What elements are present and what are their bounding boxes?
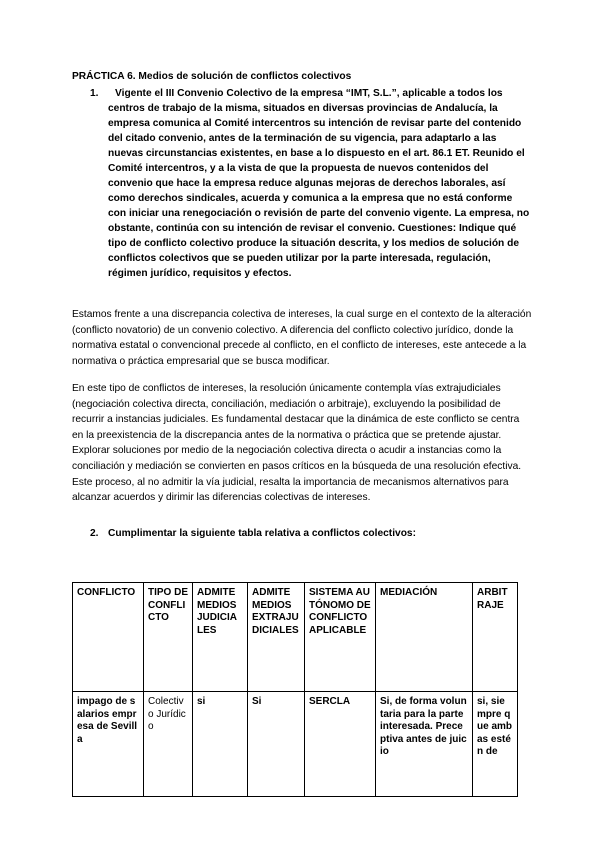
question-2-number: 2. [90,528,99,539]
table-row [73,692,518,797]
practice-title: PRÁCTICA 6. Medios de solución de conflictos colectivos [72,71,352,82]
table-cell: Si, de forma voluntaria para la parte interesada. Preceptiva antes de juicio [376,692,473,797]
table-cell: Colectivo Jurídico [144,692,193,797]
question-1 [72,86,532,281]
table-header-cell: ADMITE MEDIOS JUDICIALES [193,583,248,692]
table-header-row [73,583,518,692]
conflicts-table [72,582,518,797]
table-header-cell: CONFLICTO [73,583,144,692]
table-cell: Si [248,692,305,797]
table-header-cell: MEDIACIÓN [376,583,473,692]
table-header-cell: ADMITE MEDIOS EXTRAJUDICIALES [248,583,305,692]
table-header-cell: ARBITRAJE [473,583,518,692]
table-cell: impago de salarios empresa de Sevilla [73,692,144,797]
answer-paragraph-2: En este tipo de conflictos de intereses, la resolución únicamente contempla vías extrajudiciales (negociación colectiva directa, conciliación, mediación o arbitraje), excluyendo la posibilidad de recurrir a instancias judiciales. Es fundamental destacar que la dinámica de este conflicto se centra en la preexistencia de la discrepancia antes de la normativa o práctica que se pretende ajustar. Explorar soluciones por medio de la negociación colectiva directa o acudir a instancias como la conciliación y mediación se convierten en pasos críticos en la búsqueda de una resolución efectiva. Este proceso, al no admitir la vía judicial, resalta la importancia de mecanismos alternativos para alcanzar acuerdos y dirimir las diferencias colectivas de intereses. [72,383,522,504]
table-header-cell: TIPO DE CONFLICTO [144,583,193,692]
table-cell: si [193,692,248,797]
table-cell: SERCLA [305,692,376,797]
answer-paragraph-1: Estamos frente a una discrepancia colectiva de intereses, la cual surge en el contexto de la alteración (conflicto novatorio) de un convenio colectivo. A diferencia del conflicto colectivo jurídico, donde la normativa estatal o convencional precede al conflicto, en el conflicto de intereses, este antecede a la normativa o práctica empresarial que se busca modificar. [72,309,532,367]
table-cell: si, siempre que ambas estén de [473,692,518,797]
question-2-text: Cumplimentar la siguiente tabla relativa a conflictos colectivos: [108,528,416,539]
table-header-cell: SISTEMA AUTÓNOMO DE CONFLICTO APLICABLE [305,583,376,692]
question-2 [90,528,416,539]
question-1-text: Vigente el III Convenio Colectivo de la empresa “IMT, S.L.”, aplicable a todos los centros de trabajo de la misma, situados en diversas provincias de Andalucía, la empresa comunica al Comité intercentros su intención de revisar parte del contenido del citado convenio, antes de la terminación de su vigencia, para adaptarlo a las nuevas circunstancias existentes, en base a lo dispuesto en el art. 86.1 ET. Reunido el Comité intercentros, y a la vista de que la propuesta de nuevos contenidos del convenio que hace la empresa reduce algunas mejoras de derechos laborales, así como derechos sindicales, acuerda y comunica a la empresa que no está conforme con iniciar una renegociación o revisión de parte del convenio vigente. La empresa, no obstante, continúa con su intención de revisar el convenio. Cuestiones: Indique qué tipo de conflicto colectivo produce la situación descrita, y los medios de solución de conflictos colectivos que se pueden utilizar por la parte interesada, regulación, régimen jurídico, requisitos y efectos. [108,88,530,279]
question-1-number: 1. [90,88,99,99]
